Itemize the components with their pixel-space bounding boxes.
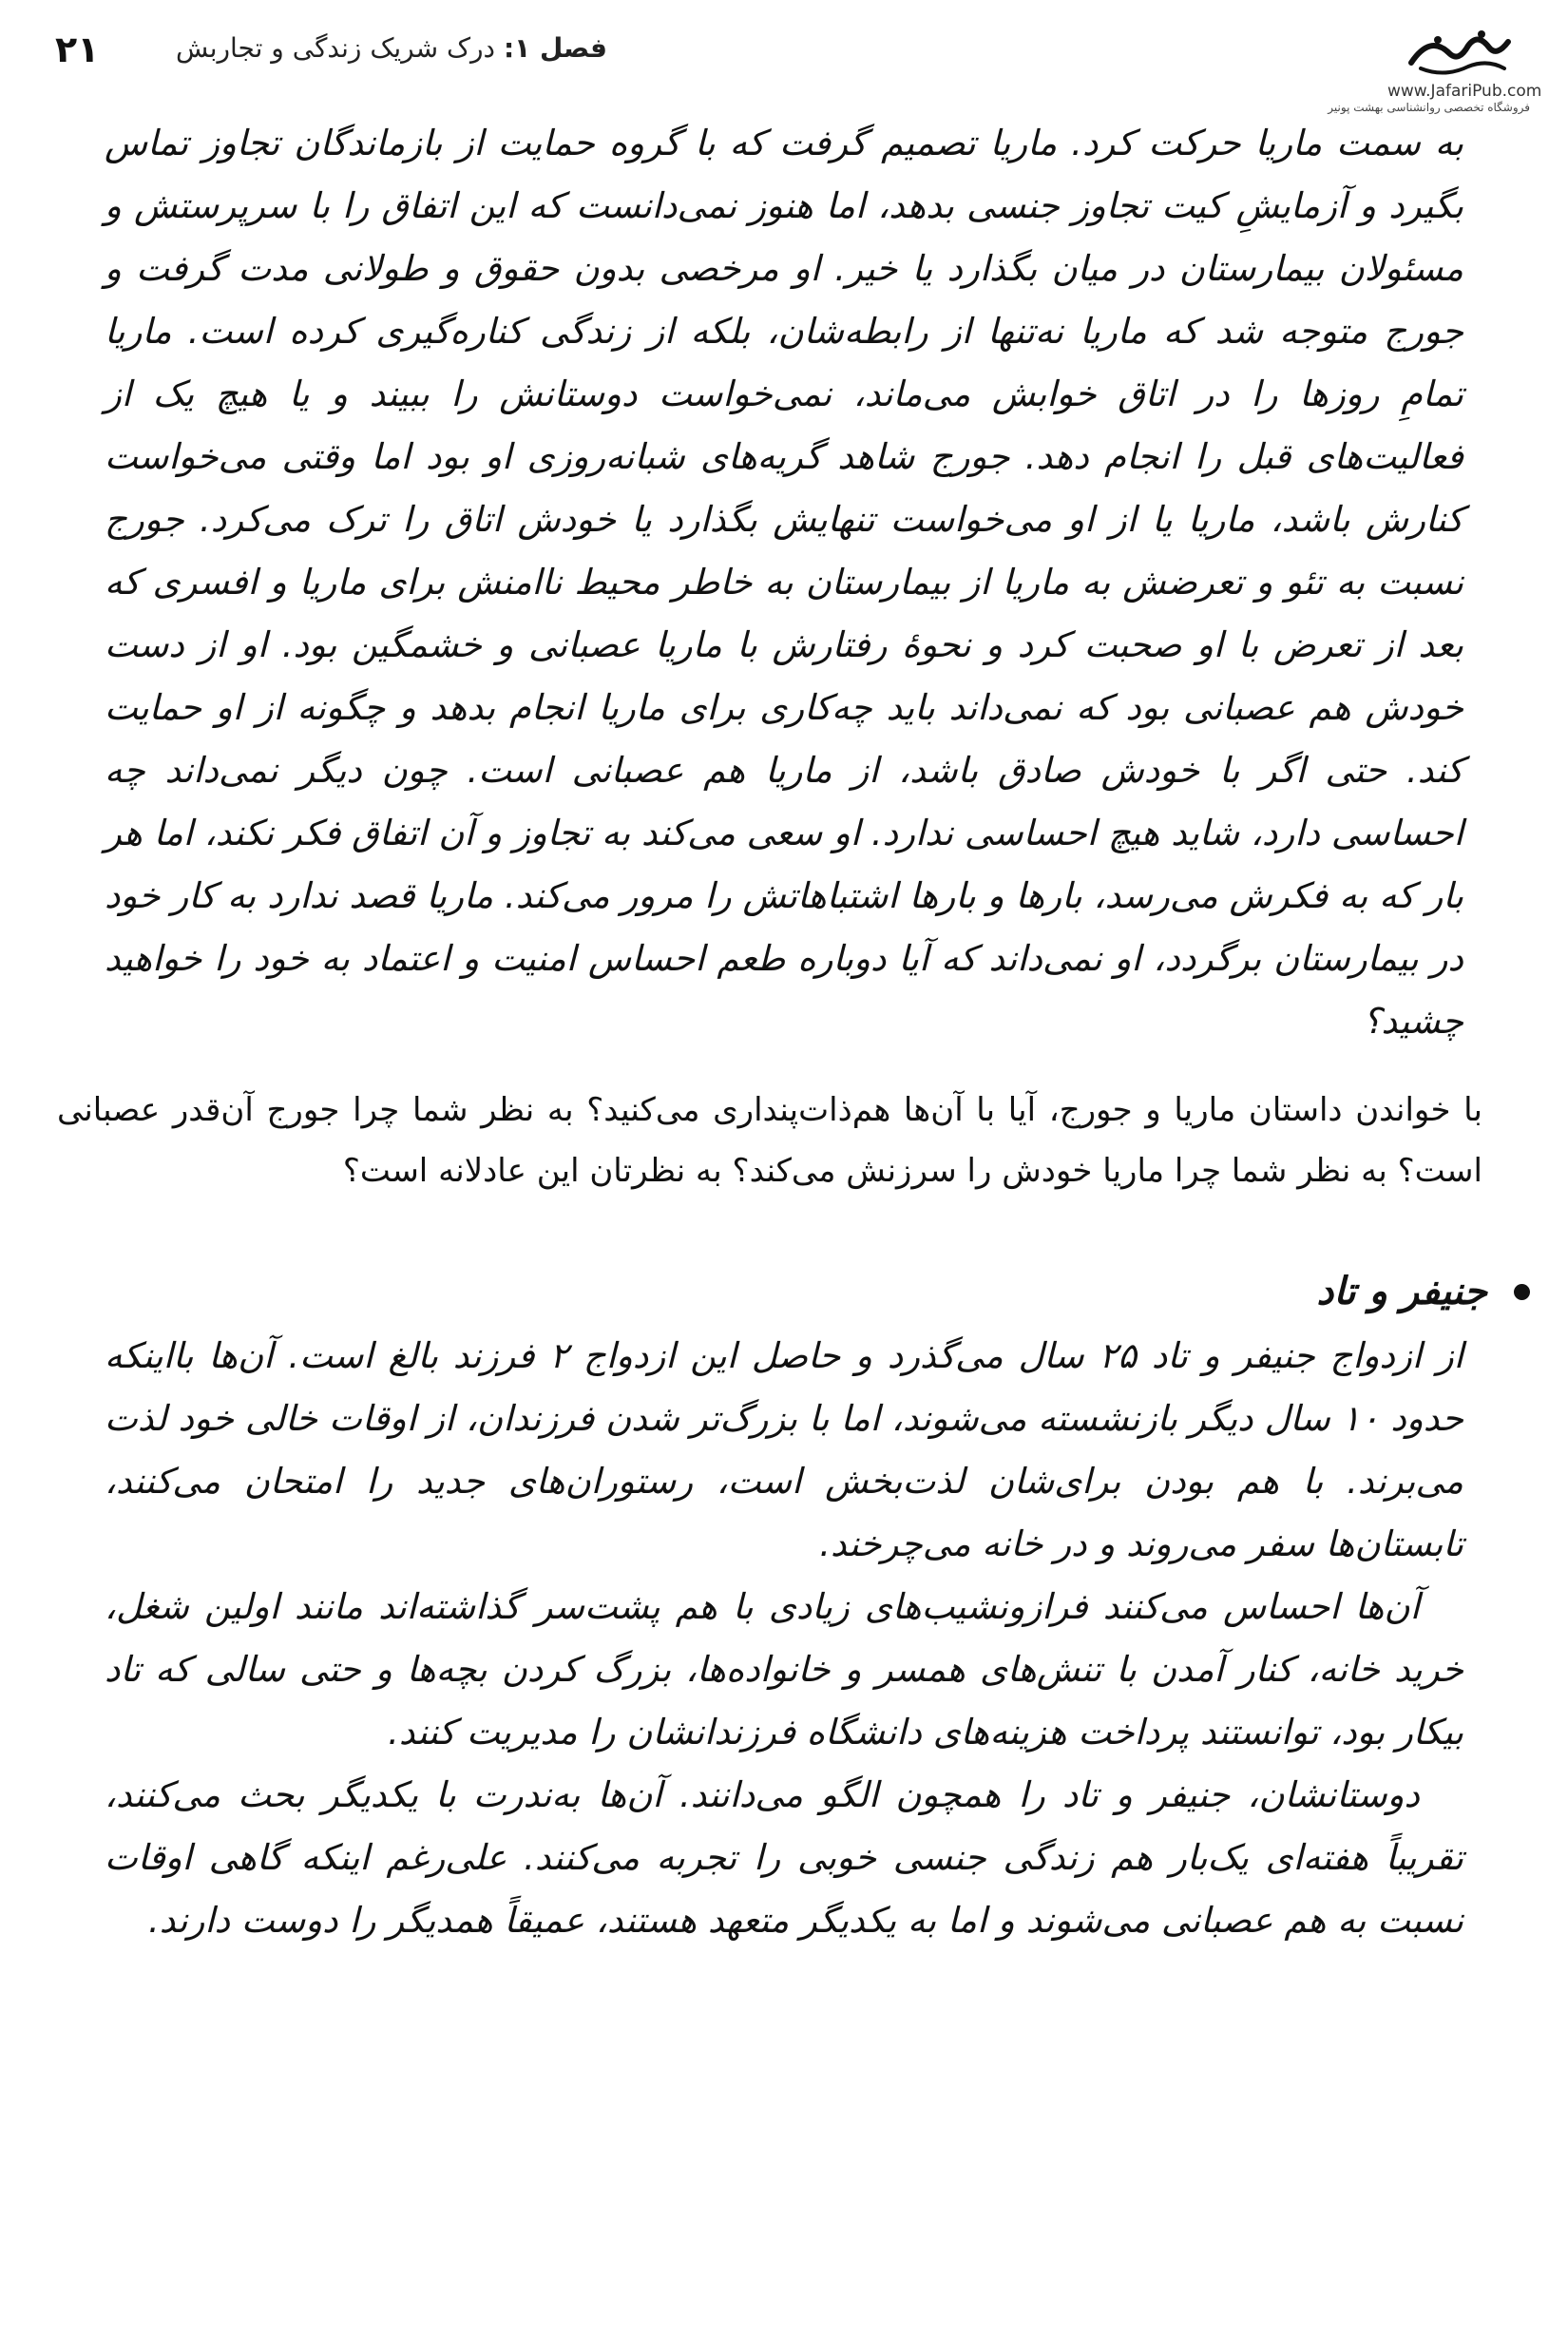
bullet-icon bbox=[1514, 1284, 1530, 1300]
publisher-logo-icon bbox=[1402, 25, 1516, 80]
publisher-tagline: فروشگاه تخصصی روانشناسی بهشت پونیر bbox=[1328, 101, 1530, 114]
story-paragraph-jennifer-3: دوستانشان، جنیفر و تاد را همچون الگو می‌دانند. آن‌ها به‌ندرت با یکدیگر بحث می‌کنند، تقریباً هفته‌ای یک‌بار هم زندگی جنسی خوبی را تجربه می‌کنند. علی‌رغم اینکه گاهی اوقات نسبت به هم عصبانی می‌شوند و اما به یکدیگر متعهد هستند، عمیقاً همدیگر را دوست دارند. bbox=[105, 1774, 1463, 1941]
section-heading-text: جنیفر و تاد bbox=[1316, 1270, 1487, 1313]
reflection-questions: با خواندن داستان ماریا و جورج، آیا با آن‌ها هم‌ذات‌پنداری می‌کنید؟ به نظر شما چرا جورج آن‌قدر عصبانی است؟ به نظر شما چرا ماریا خودش را سرزنش می‌کند؟ به نظرتان این عادلانه است؟ bbox=[57, 1091, 1482, 1190]
section-heading bbox=[105, 1258, 1530, 1325]
running-head bbox=[176, 32, 607, 64]
story-paragraph-jennifer-2: آن‌ها احساس می‌کنند فرازونشیب‌های زیادی با هم پشت‌سر گذاشته‌اند مانند اولین شغل، خرید خانه، کنار آمدن با تنش‌های همسر و خانواده‌ها، بزرگ کردن بچه‌ها و حتی سالی که تاد بیکار بود، توانستند پرداخت هزینه‌های دانشگاه فرزندانشان را مدیریت کنند. bbox=[105, 1586, 1463, 1753]
chapter-title: درک شریک زندگی و تجاربش bbox=[176, 32, 496, 64]
chapter-label: فصل ۱: bbox=[503, 32, 607, 64]
publisher-site: www.JafariPub.com bbox=[1387, 82, 1542, 101]
story-paragraph-maria: به سمت ماریا حرکت کرد. ماریا تصمیم گرفت که با گروه حمایت از بازماندگان تجاوز تماس بگیرد و آزمایشِ کیت تجاوز جنسی بدهد، اما هنوز نمی‌دانست که این اتفاق را با سرپرستش و مسئولان بیمارستان در میان بگذارد یا خیر. او مرخصی بدون حقوق و طولانی مدت گرفت و جورج متوجه شد که ماریا نه‌تنها از رابطه‌شان، بلکه از زندگی کناره‌گیری کرده است. ماریا تمامِ روزها را در اتاق خوابش می‌ماند، نمی‌خواست دوستانش را ببیند و یا هیچ یک از فعالیت‌های قبل را انجام دهد. جورج شاهد گریه‌های شبانه‌روزی او بود اما وقتی می‌خواست کنارش باشد، ماریا یا از او می‌خواست تنهایش بگذارد یا خودش اتاق را ترک می‌کرد. جورج نسبت به تئو و تعرضش به ماریا از بیمارستان به خاطر محیط ناامنش برای ماریا و افسری که بعد از تعرض با او صحبت کرد و نحوهٔ رفتارش با ماریا عصبانی و خشمگین بود. او از دست خودش هم عصبانی بود که نمی‌داند باید چه‌کاری برای ماریا انجام بدهد و چگونه از او حمایت کند. حتی اگر با خودش صادق باشد، از ماریا هم عصبانی است. چون دیگر نمی‌داند چه احساسی دارد، شاید هیچ احساسی ندارد. او سعی می‌کند به تجاوز و آن اتفاق فکر نکند، اما هر بار که به فکرش می‌رسد، بارها و بارها اشتباهاتش را مرور می‌کند. ماریا قصد ندارد به کار خود در بیمارستان برگردد، او نمی‌داند که آیا دوباره طعم احساس امنیت و اعتماد به خود را خواهید چشید؟ bbox=[105, 123, 1463, 1042]
page-body bbox=[57, 112, 1487, 1952]
page-header bbox=[38, 25, 1542, 114]
story-paragraph-jennifer-1: از ازدواج جنیفر و تاد ۲۵ سال می‌گذرد و حاصل این ازدواج ۲ فرزند بالغ است. آن‌ها بااینکه حدود ۱۰ سال دیگر بازنشسته می‌شوند، اما با بزرگ‌تر شدن فرزندان، از اوقات خالی خود لذت می‌برند. با هم بودن برای‌شان لذت‌بخش است، رستوران‌های جدید را امتحان می‌کنند، تابستان‌ها سفر می‌روند و در خانه می‌چرخند. bbox=[105, 1335, 1463, 1564]
publisher-logo bbox=[1328, 25, 1542, 114]
page-number: ۲۱ bbox=[55, 29, 100, 70]
